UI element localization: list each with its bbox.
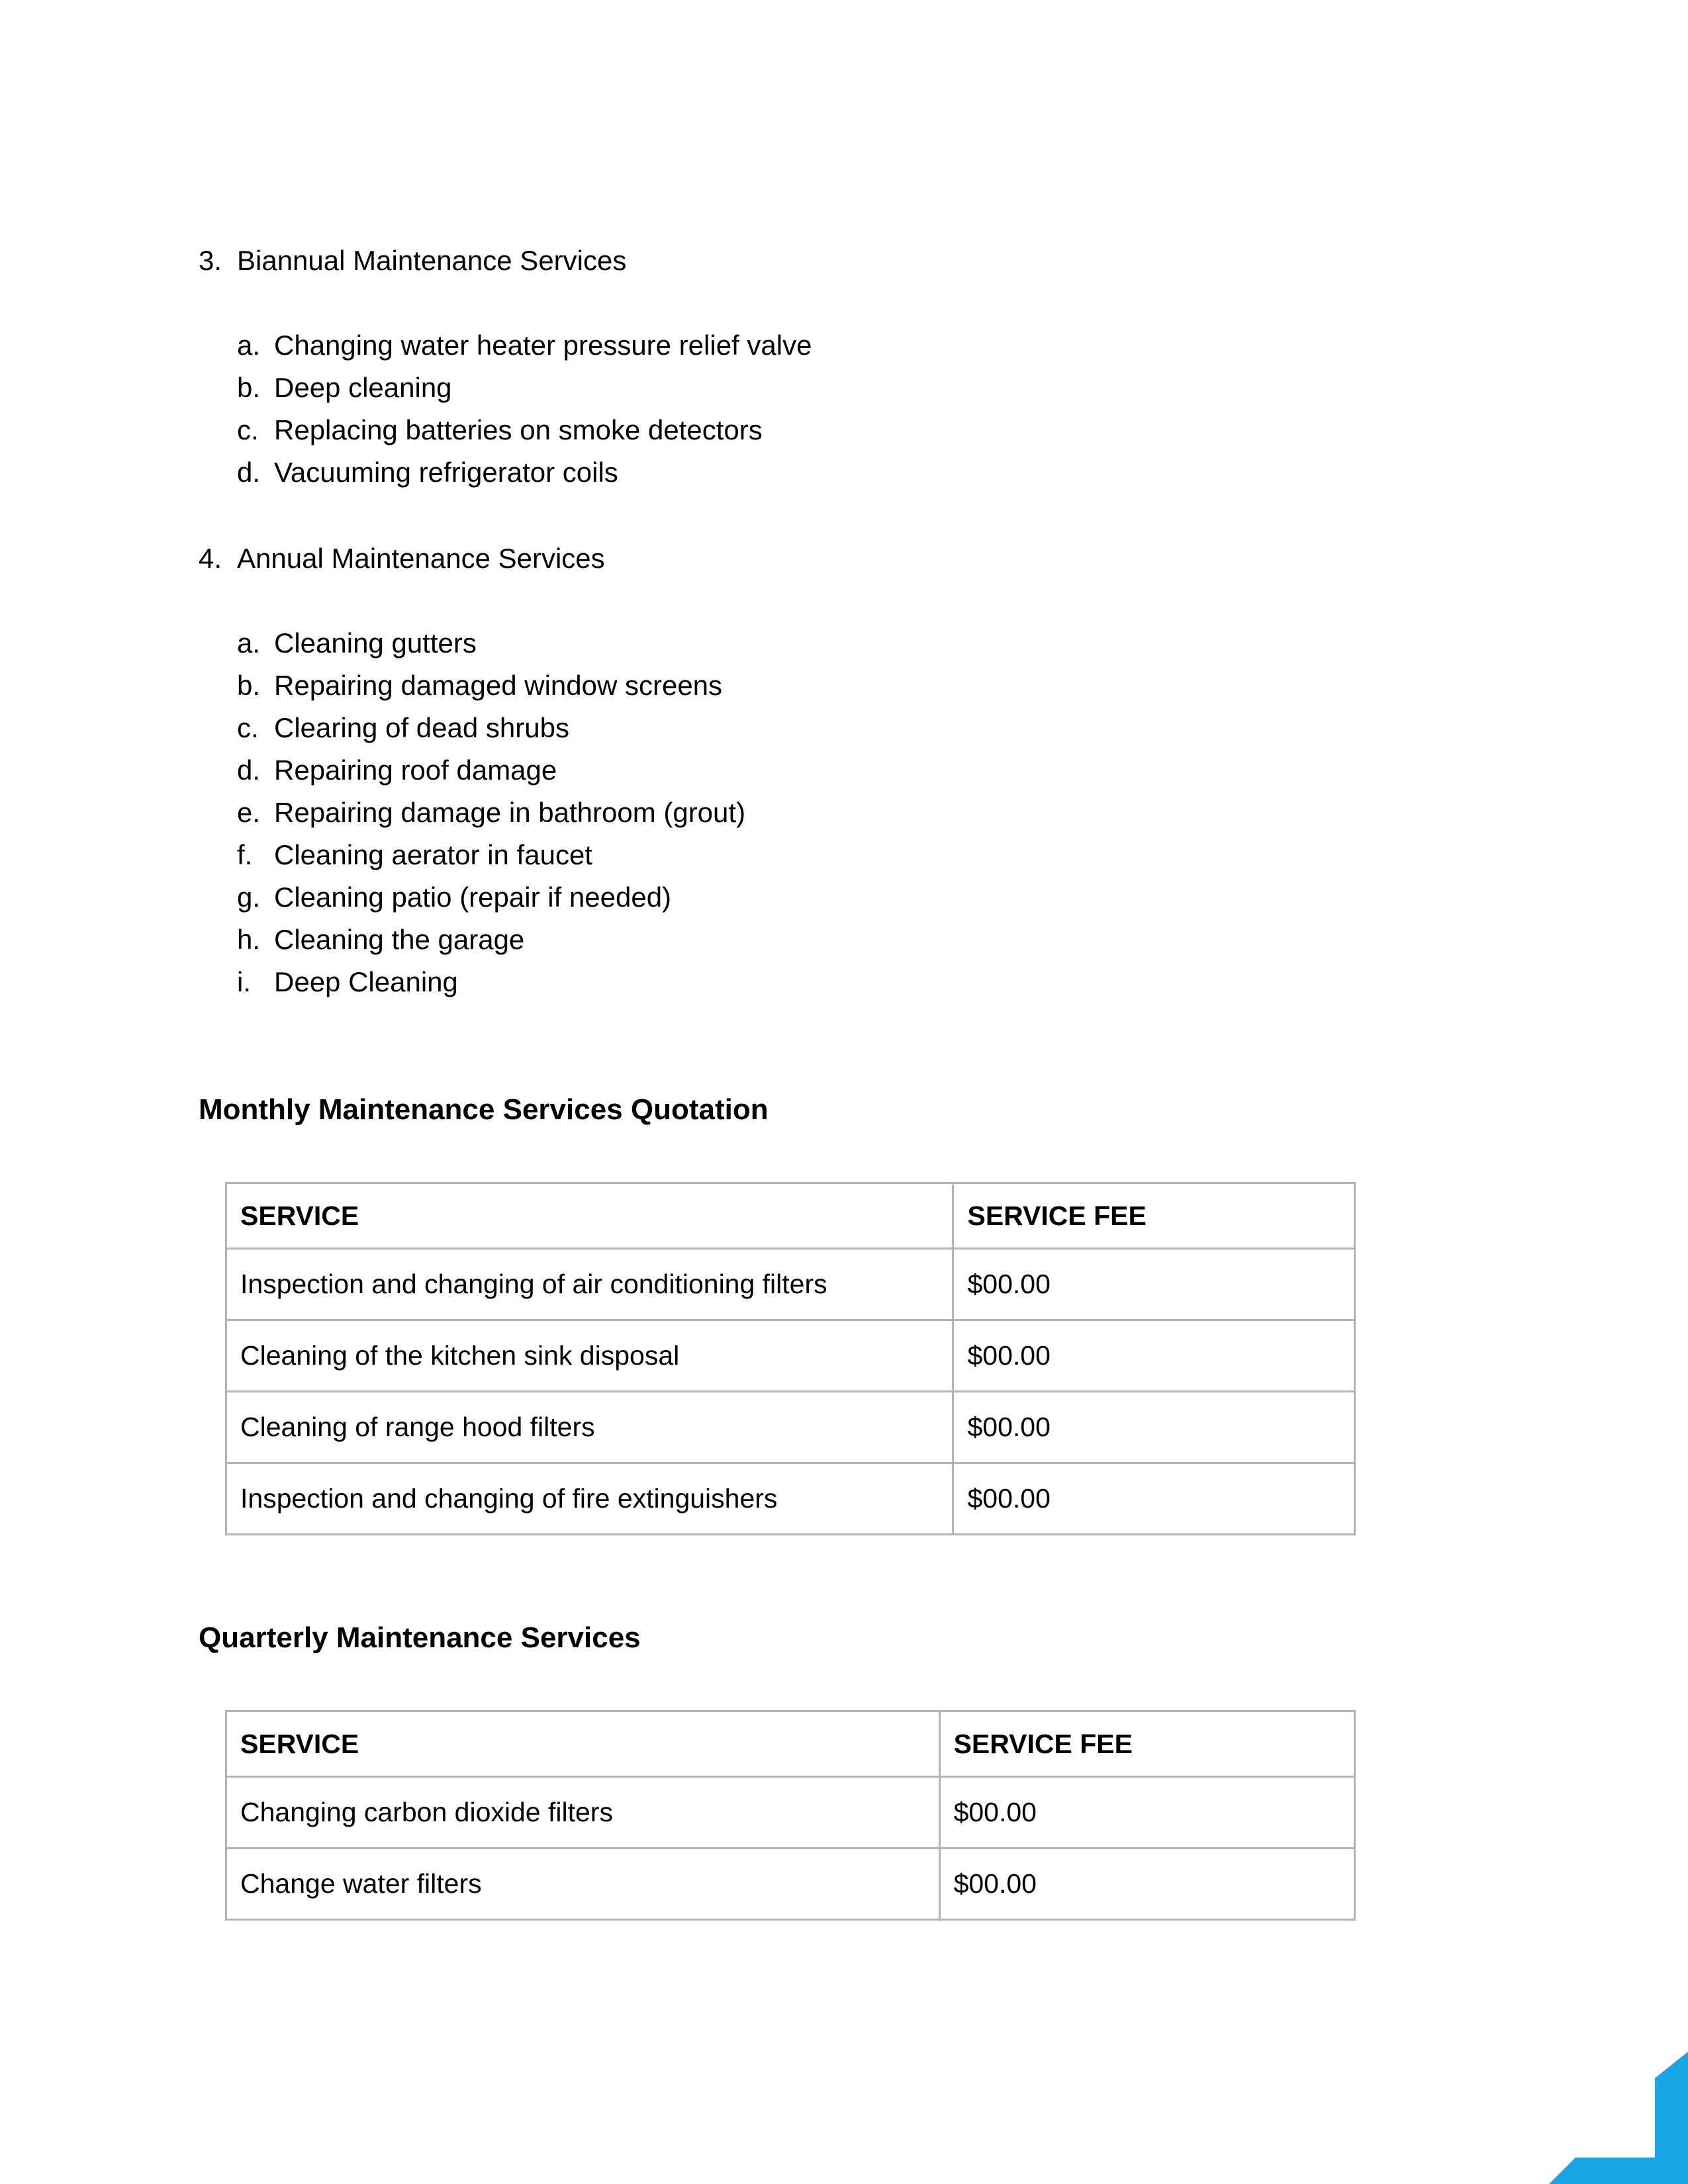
table-row xyxy=(226,1320,1355,1392)
fee-column-header: SERVICE FEE xyxy=(953,1183,1355,1249)
quarterly-services-table xyxy=(225,1710,1356,1921)
list-item-text: Cleaning the garage xyxy=(274,924,525,955)
service-column-header: SERVICE xyxy=(226,1183,953,1249)
table-header-row xyxy=(226,1711,1355,1777)
service-column-header: SERVICE xyxy=(226,1711,940,1777)
table-row xyxy=(226,1249,1355,1320)
service-cell: Cleaning of range hood filters xyxy=(226,1392,953,1463)
corner-accent-shape xyxy=(1549,2052,1688,2184)
list-item-marker: c. xyxy=(237,712,259,743)
fee-cell: $00.00 xyxy=(953,1463,1355,1535)
fee-cell: $00.00 xyxy=(953,1249,1355,1320)
list-item-marker: i. xyxy=(237,966,251,997)
list-title: Biannual Maintenance Services xyxy=(237,245,627,276)
service-cell: Changing carbon dioxide filters xyxy=(226,1777,940,1848)
list-item-marker: g. xyxy=(237,882,261,913)
list-item-marker: a. xyxy=(237,627,261,659)
fee-cell: $00.00 xyxy=(953,1320,1355,1392)
monthly-services-table xyxy=(225,1182,1356,1535)
service-cell: Inspection and changing of air conditioning filters xyxy=(226,1249,953,1320)
list-item-text: Changing water heater pressure relief valve xyxy=(274,330,812,361)
list-item-text: Cleaning aerator in faucet xyxy=(274,839,592,870)
service-cell: Cleaning of the kitchen sink disposal xyxy=(226,1320,953,1392)
fee-cell: $00.00 xyxy=(939,1777,1354,1848)
list-item-text: Repairing damaged window screens xyxy=(274,670,723,701)
list-item-text: Repairing roof damage xyxy=(274,754,557,786)
table-header-row xyxy=(226,1183,1355,1249)
fee-column-header: SERVICE FEE xyxy=(939,1711,1354,1777)
fee-cell: $00.00 xyxy=(953,1392,1355,1463)
list-title: Annual Maintenance Services xyxy=(237,543,605,574)
list-item-marker: e. xyxy=(237,797,261,828)
list-item-text: Cleaning gutters xyxy=(274,627,477,659)
service-cell: Change water filters xyxy=(226,1848,940,1920)
list-item-marker: d. xyxy=(237,754,261,786)
list-item-marker: b. xyxy=(237,670,261,701)
list-item-marker: c. xyxy=(237,414,259,445)
list-item-text: Deep cleaning xyxy=(274,372,452,403)
list-item-text: Replacing batteries on smoke detectors xyxy=(274,414,763,445)
table-row xyxy=(226,1463,1355,1535)
list-item-text: Clearing of dead shrubs xyxy=(274,712,569,743)
quarterly-heading: Quarterly Maintenance Services xyxy=(199,1621,641,1654)
list-item-marker: h. xyxy=(237,924,261,955)
service-cell: Inspection and changing of fire extinguishers xyxy=(226,1463,953,1535)
list-item-marker: a. xyxy=(237,330,261,361)
table-row xyxy=(226,1392,1355,1463)
list-item-text: Vacuuming refrigerator coils xyxy=(274,457,618,488)
monthly-heading: Monthly Maintenance Services Quotation xyxy=(199,1093,769,1126)
table-row xyxy=(226,1777,1355,1848)
list-number: 4. xyxy=(199,543,222,574)
corner-decoration-graphic xyxy=(1549,2052,1688,2184)
table-row xyxy=(226,1848,1355,1920)
list-item-text: Repairing damage in bathroom (grout) xyxy=(274,797,746,828)
list-item-text: Cleaning patio (repair if needed) xyxy=(274,882,672,913)
list-number: 3. xyxy=(199,245,222,276)
list-item-marker: b. xyxy=(237,372,261,403)
fee-cell: $00.00 xyxy=(939,1848,1354,1920)
list-item-marker: f. xyxy=(237,839,253,870)
list-item-marker: d. xyxy=(237,457,261,488)
list-item-text: Deep Cleaning xyxy=(274,966,458,997)
